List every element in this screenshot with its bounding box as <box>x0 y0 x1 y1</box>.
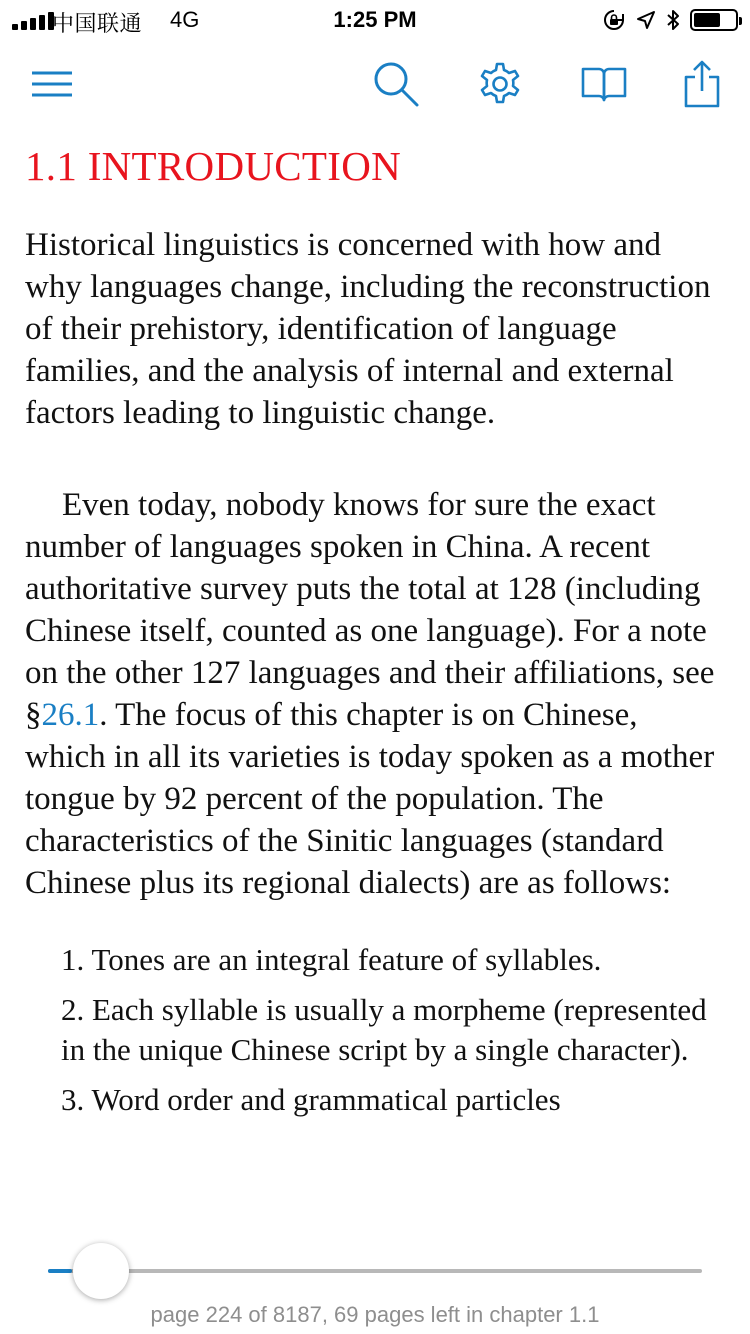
list-item: 3. Word order and grammatical particles <box>61 1082 561 1117</box>
battery-icon <box>690 9 738 31</box>
reader-toolbar <box>0 56 750 112</box>
paragraph-text: . The focus of this chapter is on Chinese, which in all its varieties is today spoken as a mother tongue by 92 percent of the population. The characteristics of the Sinitic languages (standard Chinese plus its regional dialects) are as follows: <box>25 697 715 901</box>
status-right-icons <box>602 6 738 34</box>
section-reference-link[interactable]: 26.1 <box>41 697 100 733</box>
search-button[interactable] <box>368 56 424 112</box>
paragraph: Historical linguistics is concerned with how and why languages change, including the reconstruction of their prehistory, identification of language families, and the analysis of internal and external factors leading to linguistic change. <box>25 227 711 431</box>
table-of-contents-button[interactable] <box>578 56 630 112</box>
settings-button[interactable] <box>472 56 528 112</box>
network-type: 4G <box>170 7 200 32</box>
location-icon <box>636 10 656 30</box>
reading-progress-fill <box>48 1269 72 1273</box>
hamburger-menu-icon <box>30 69 74 99</box>
open-book-icon <box>580 65 628 103</box>
bluetooth-icon <box>666 8 680 32</box>
list-item: 1. Tones are an integral feature of syllables. <box>61 942 602 977</box>
list-item: 2. Each syllable is usually a morpheme (represented in the unique Chinese script by a single character). <box>61 992 707 1067</box>
gear-icon <box>476 60 524 108</box>
reading-progress-bar[interactable] <box>48 1269 702 1273</box>
progress-scrubber-handle[interactable] <box>73 1243 129 1299</box>
paragraph <box>25 484 725 904</box>
search-icon <box>371 59 421 109</box>
page-info: page 224 of 8187, 69 pages left in chapter 1.1 <box>150 1302 600 1327</box>
status-time: 1:25 PM <box>333 7 417 32</box>
carrier-name: 中国联通 <box>52 11 143 36</box>
chapter-content <box>25 138 725 1130</box>
rotation-lock-icon <box>602 8 626 32</box>
share-icon <box>682 59 722 109</box>
status-bar <box>0 0 750 40</box>
characteristics-list <box>25 940 725 1120</box>
paragraph-text: Even today, nobody knows for sure the exact number of languages spoken in China. A recent authoritative survey puts the total at 128 (including Chinese itself, counted as one language). For a note on the other 127 languages and their affiliations, see § <box>25 487 715 733</box>
chapter-heading: 1.1 INTRODUCTION <box>25 143 402 189</box>
share-button[interactable] <box>680 56 724 112</box>
menu-button[interactable] <box>28 56 76 112</box>
